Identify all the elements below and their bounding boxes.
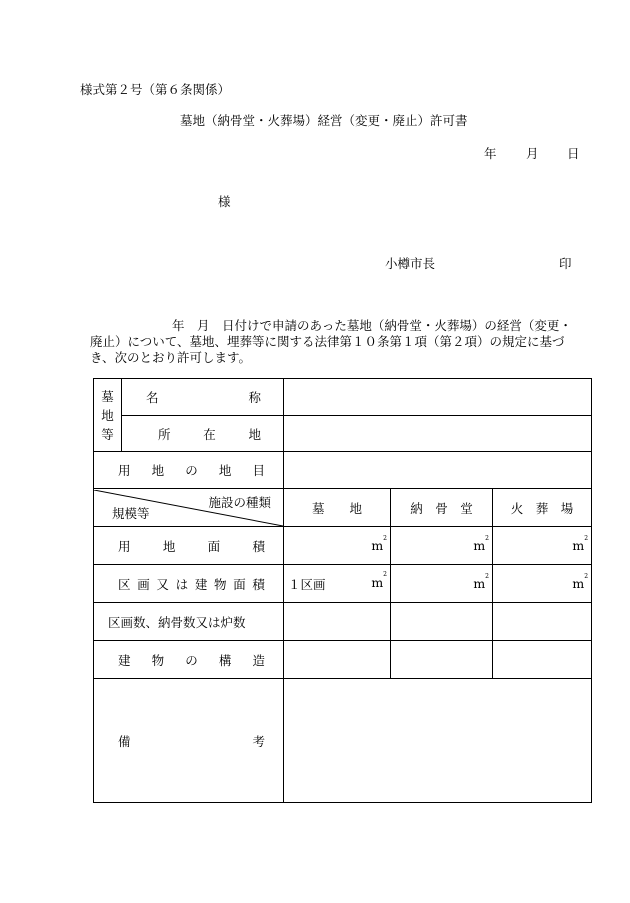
plot-ossuary-cell [391, 565, 493, 603]
label-char: 名 [146, 390, 159, 405]
table-row-count [94, 603, 592, 641]
label-char: 物 [151, 652, 165, 668]
label-char: 地 [162, 538, 176, 554]
label-char: 在 [203, 426, 216, 442]
remarks-label-cell [94, 679, 284, 803]
label-char: 建 [194, 576, 208, 592]
count-crematorium-cell [493, 603, 592, 641]
plot-crematorium-cell [493, 565, 592, 603]
body-paragraph [90, 318, 600, 366]
table-row-land-category [94, 452, 592, 489]
date-day: 日 [567, 146, 580, 161]
issuer-name: 小樽市長 [385, 256, 436, 271]
label-char: 面 [233, 576, 246, 592]
area-crematorium-cell [493, 527, 592, 565]
unit-sup: 2 [383, 571, 387, 579]
area-ossuary-cell [391, 527, 493, 565]
document-title: 墓地（納骨堂・火葬場）経営（変更・廃止）許可書 [180, 113, 468, 128]
table-row-header [94, 489, 592, 527]
unit-sup: 2 [485, 534, 489, 542]
structure-cemetery-cell [284, 641, 391, 679]
label-char: 所 [158, 426, 171, 442]
body-line-3: き、次のとおり許可します。 [90, 350, 252, 365]
unit-label: m [371, 574, 384, 590]
count-cemetery-cell [284, 603, 391, 641]
date-year: 年 [484, 146, 497, 161]
label-char: の [185, 463, 198, 478]
count-label-cell: 区画数、納骨数又は炉数 [94, 603, 284, 641]
permit-table [93, 378, 592, 803]
structure-label-cell [94, 641, 284, 679]
date-month: 月 [526, 146, 539, 161]
label-char: 画 [137, 576, 150, 592]
table-row-area [94, 527, 592, 565]
plot-prefix: １区画 [288, 576, 326, 592]
label-char: 造 [252, 652, 265, 668]
unit-label: m [572, 576, 585, 591]
label-char: 称 [248, 390, 261, 405]
body-line-1: 年 月 日付けで申請のあった墓地（納骨堂・火葬場）の経営（変更・ [172, 318, 572, 333]
unit-label: m [572, 538, 585, 553]
label-char: 構 [218, 652, 232, 668]
label-char: 目 [252, 463, 265, 478]
group-label-char: 等 [101, 426, 114, 442]
unit-sup: 2 [485, 572, 489, 580]
label-char: 用 [118, 538, 131, 554]
table-row-structure [94, 641, 592, 679]
label-char: 備 [118, 733, 131, 749]
group-label-char: 墓 [101, 388, 114, 404]
group-label-cell [94, 379, 122, 452]
area-cemetery-cell [284, 527, 391, 565]
group-label-char: 地 [101, 407, 114, 423]
table-row-plot-area [94, 565, 592, 603]
label-char: 面 [207, 538, 221, 554]
label-char: 物 [214, 576, 227, 592]
table-row-remarks [94, 679, 592, 803]
unit-label: m [371, 538, 384, 553]
addressee-honorific: 様 [218, 194, 231, 209]
label-char: の [185, 652, 198, 668]
structure-ossuary-cell [391, 641, 493, 679]
location-label-cell [122, 416, 284, 452]
unit-sup: 2 [383, 534, 387, 542]
label-char: 積 [252, 538, 265, 554]
area-label-cell [94, 527, 284, 565]
unit-label: m [473, 538, 486, 553]
count-ossuary-cell [391, 603, 493, 641]
body-line-2: 廃止）について、墓地、埋葬等に関する法律第１０条第１項（第２項）の規定に基づ [90, 334, 565, 349]
issuer-seal: 印 [559, 256, 572, 271]
label-char: 地 [248, 426, 261, 442]
plot-cemetery-cell [284, 565, 391, 603]
land-category-value-cell [284, 452, 592, 489]
label-char: 用 [118, 463, 131, 478]
location-value-cell [284, 416, 592, 452]
label-char: 積 [252, 576, 265, 592]
diagonal-top-label: 施設の種類 [208, 494, 271, 510]
land-category-label-cell [94, 452, 284, 489]
plot-area-label-cell [94, 565, 284, 603]
label-char: 又 [156, 576, 169, 592]
label-char: 地 [151, 463, 165, 478]
unit-sup: 2 [584, 572, 589, 580]
label-char: 区 [118, 576, 131, 592]
form-number: 様式第２号（第６条関係） [80, 82, 231, 97]
name-label-cell [122, 379, 284, 416]
label-char: 地 [218, 463, 232, 478]
table-row-name [94, 379, 592, 416]
unit-sup: 2 [584, 534, 589, 542]
label-char: 考 [252, 733, 265, 749]
remarks-value-cell [284, 679, 592, 803]
diagonal-bottom-label: 規模等 [112, 505, 150, 521]
label-char: は [175, 576, 189, 592]
unit-label: m [473, 576, 486, 591]
diagonal-header-cell [94, 489, 284, 527]
column-header-cemetery: 墓 地 [284, 489, 391, 527]
structure-crematorium-cell [493, 641, 592, 679]
table-row-location [94, 416, 592, 452]
name-value-cell [284, 379, 592, 416]
column-header-ossuary: 納 骨 堂 [391, 489, 493, 527]
column-header-crematorium: 火 葬 場 [493, 489, 592, 527]
label-char: 建 [118, 652, 131, 668]
